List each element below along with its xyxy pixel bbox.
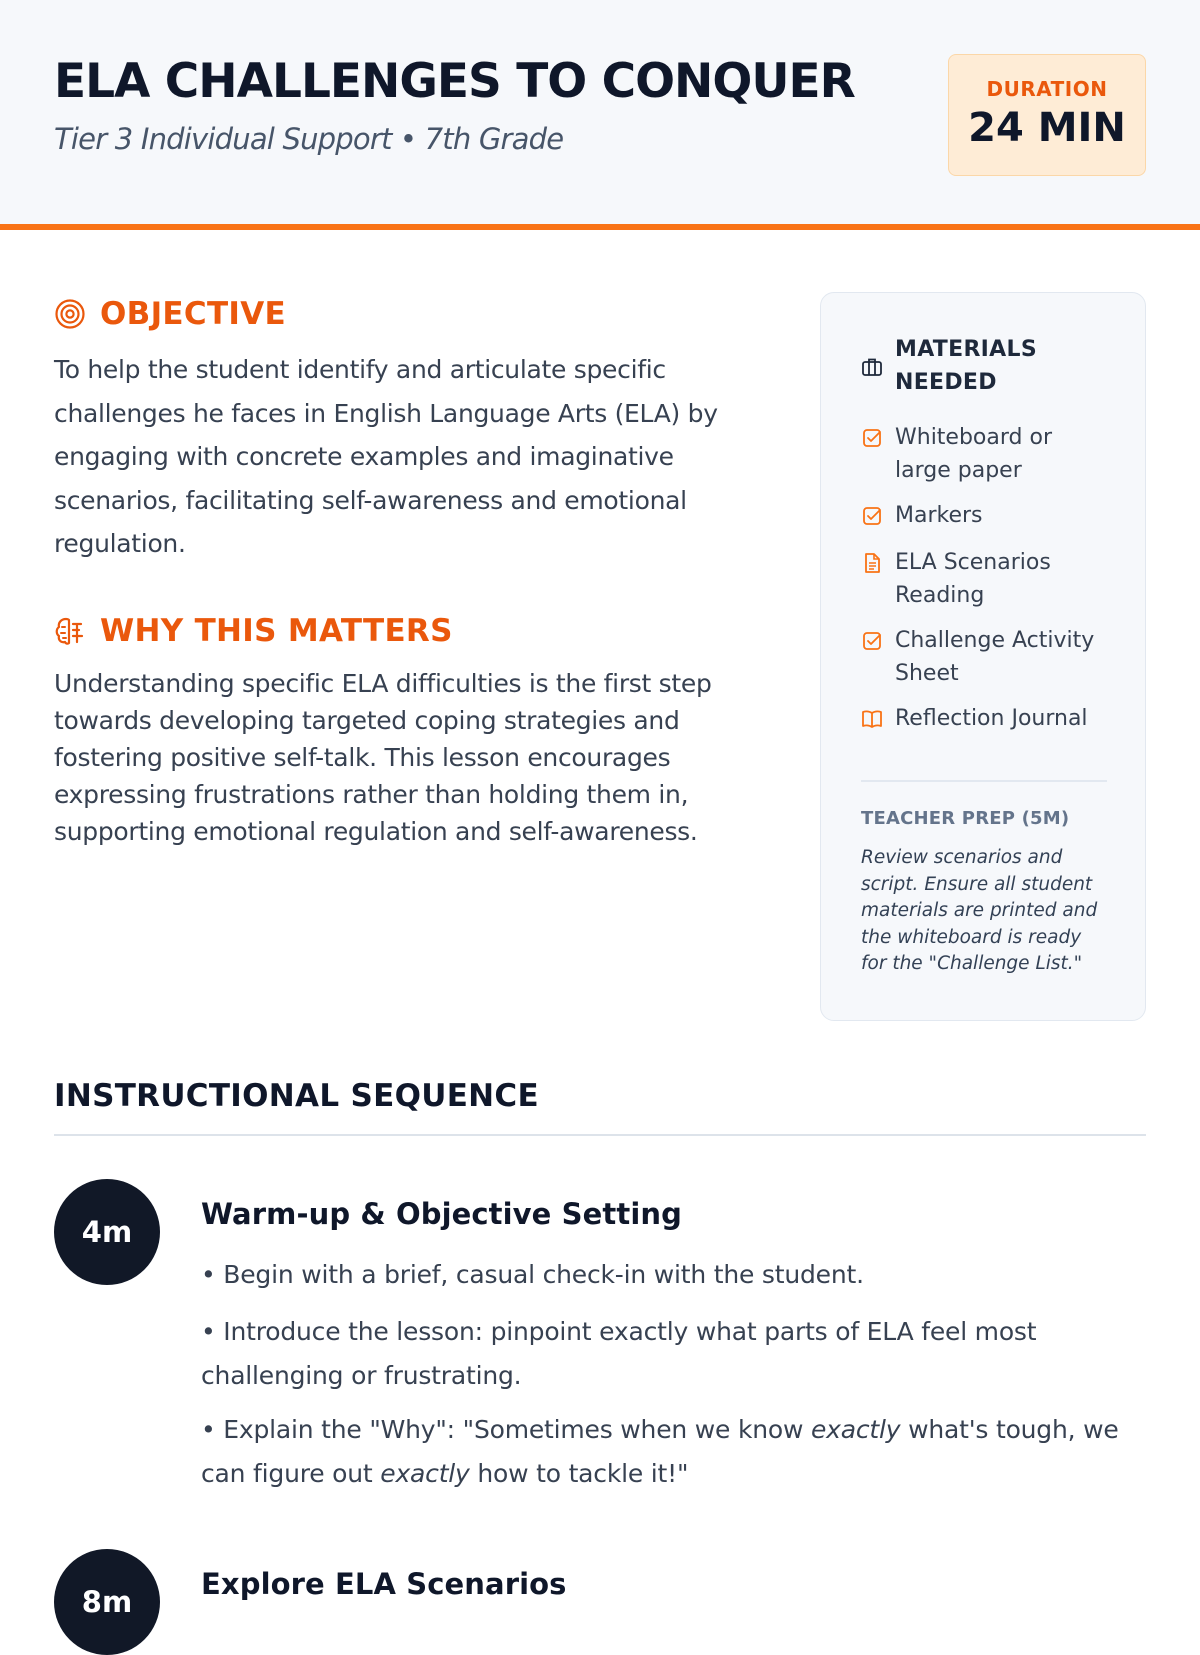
duration-value: 24 MIN xyxy=(968,105,1126,151)
material-item xyxy=(861,421,1105,487)
checkbox-icon xyxy=(861,505,883,527)
material-label: Whiteboard or large paper xyxy=(895,425,1052,483)
step-time-badge: 4m xyxy=(54,1179,160,1285)
page-subtitle: Tier 3 Individual Support • 7th Grade xyxy=(54,122,564,156)
teacher-prep-label: TEACHER PREP (5M) xyxy=(861,808,1070,829)
step-emphasis: exactly xyxy=(810,1415,901,1444)
page-title: ELA CHALLENGES TO CONQUER xyxy=(54,54,855,109)
step-title: Explore ELA Scenarios xyxy=(201,1567,567,1601)
material-label: ELA Scenarios Reading xyxy=(895,550,1051,608)
step-text: • Explain the "Why": "Sometimes when we know xyxy=(201,1415,811,1444)
step-text: how to tackle it!" xyxy=(469,1458,689,1488)
header xyxy=(0,0,1200,230)
material-label: Reflection Journal xyxy=(895,706,1088,731)
divider xyxy=(861,780,1107,782)
teacher-prep-text: Review scenarios and script. Ensure all student materials are printed and the whiteboard is ready for the "Challenge List." xyxy=(861,847,1098,974)
why-text: Understanding specific ELA difficulties is the first step towards developing targeted coping strategies and fostering positive self-talk. This lesson encourages expressing frustrations rather than holding them in, supporting emotional regulation and self-awareness. xyxy=(54,669,712,846)
why-label: WHY THIS MATTERS xyxy=(100,613,453,649)
step-instruction: • Begin with a brief, casual check-in with the student. xyxy=(201,1260,864,1289)
objective-label: OBJECTIVE xyxy=(100,296,286,332)
checkbox-icon xyxy=(861,630,883,652)
material-label: Markers xyxy=(895,503,983,528)
duration-label: DURATION xyxy=(986,77,1108,101)
divider xyxy=(54,1134,1146,1136)
step-emphasis: exactly xyxy=(380,1458,470,1488)
materials-card xyxy=(820,292,1146,1021)
step-instruction xyxy=(201,1408,1121,1495)
why-heading xyxy=(54,611,453,651)
sequence-heading: INSTRUCTIONAL SEQUENCE xyxy=(54,1078,539,1114)
materials-label: MATERIALS NEEDED xyxy=(895,337,1037,395)
material-label: Challenge Activity Sheet xyxy=(895,628,1095,686)
material-item xyxy=(861,546,1105,612)
brain-icon xyxy=(54,615,86,647)
step-time-badge: 8m xyxy=(54,1549,160,1655)
objective-text: To help the student identify and articulate specific challenges he faces in English Language Arts (ELA) by engaging with concrete examples and imaginative scenarios, facilitating self-awareness and emotional regulation. xyxy=(54,355,718,558)
step-text: what's tough, we can figure out xyxy=(201,1415,1119,1488)
material-item xyxy=(861,624,1105,690)
target-icon xyxy=(54,298,86,330)
duration-badge xyxy=(948,54,1146,176)
material-item xyxy=(861,499,1105,532)
materials-heading xyxy=(861,333,1085,399)
book-icon xyxy=(861,708,883,730)
briefcase-icon xyxy=(861,356,883,378)
objective-heading xyxy=(54,294,286,334)
document-icon xyxy=(861,552,883,574)
checkbox-icon xyxy=(861,427,883,449)
material-item xyxy=(861,702,1105,735)
step-title: Warm-up & Objective Setting xyxy=(201,1197,682,1231)
step-instruction: • Introduce the lesson: pinpoint exactly what parts of ELA feel most challenging or frustrating. xyxy=(201,1317,1037,1390)
